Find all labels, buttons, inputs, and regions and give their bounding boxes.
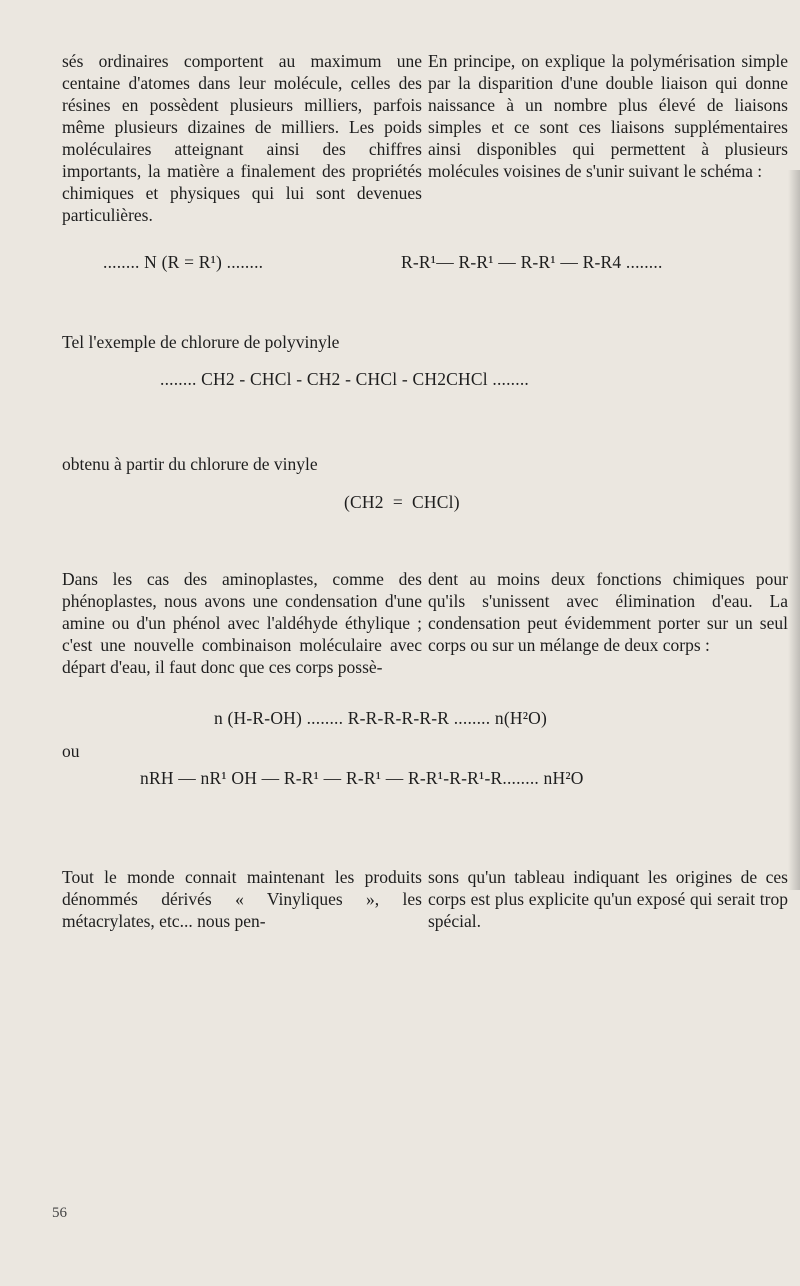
page-edge-shadow bbox=[788, 170, 800, 890]
paragraph-2-right: dent au moins deux fonctions chimiques pour qu'ils s'unissent avec élimination d'eau. La condensation peut évidemment porter sur un seul corps ou sur un mélange de deux corps : bbox=[428, 569, 788, 655]
page-number: 56 bbox=[52, 1205, 67, 1221]
paragraph-3-left: Tout le monde connait maintenant les produits dénommés dérivés « Vinyliques », les métacrylates, etc... nous pen- bbox=[62, 867, 422, 931]
obtained-line: obtenu à partir du chlorure de vinyle bbox=[62, 454, 318, 474]
formula-1-left: ........ N (R = R¹) ........ bbox=[103, 252, 264, 272]
formula-1-right: R-R¹— R-R¹ — R-R¹ — R-R4 ........ bbox=[401, 252, 663, 272]
paragraph-1-right: En principe, on explique la polymérisation simple par la disparition d'une double liaison qui donne naissance à un nombre plus élevé de liaisons simples et ce sont ces liaisons supplémentaires ainsi disponibles qui permettent à plusieurs molécules voisines de s'unir suivant le schéma : bbox=[428, 51, 788, 181]
formula-4: n (H-R-OH) ........ R-R-R-R-R-R ........ n(H²O) bbox=[214, 708, 548, 728]
formula-3: (CH2 = CHCl) bbox=[344, 492, 460, 512]
example-line: Tel l'exemple de chlorure de polyvinyle bbox=[62, 332, 340, 352]
formula-2: ........ CH2 - CHCl - CH2 - CHCl - CH2CHCl ........ bbox=[160, 369, 529, 389]
paragraph-2-left: Dans les cas des aminoplastes, comme des phénoplastes, nous avons une condensation d'une amine ou d'un phénol avec l'aldéhyde éthylique ; c'est une nouvelle combinaison moléculaire avec départ d'eau, il faut donc que ces corps possè- bbox=[62, 569, 422, 677]
paragraph-1-left: sés ordinaires comportent au maximum une centaine d'atomes dans leur molécule, celles des résines en possèdent plusieurs milliers, parfois même plusieurs dizaines de milliers. Les poids moléculaires atteignant ainsi des chiffres importants, la matière a finalement des propriétés chimiques et physiques qui lui sont devenues particulières. bbox=[62, 51, 422, 225]
formula-5: nRH — nR¹ OH — R-R¹ — R-R¹ — R-R¹-R-R¹-R........ nH²O bbox=[140, 768, 584, 788]
paragraph-3-right: sons qu'un tableau indiquant les origines de ces corps est plus explicite qu'un exposé qui serait trop spécial. bbox=[428, 867, 788, 931]
ou-line: ou bbox=[62, 741, 80, 761]
